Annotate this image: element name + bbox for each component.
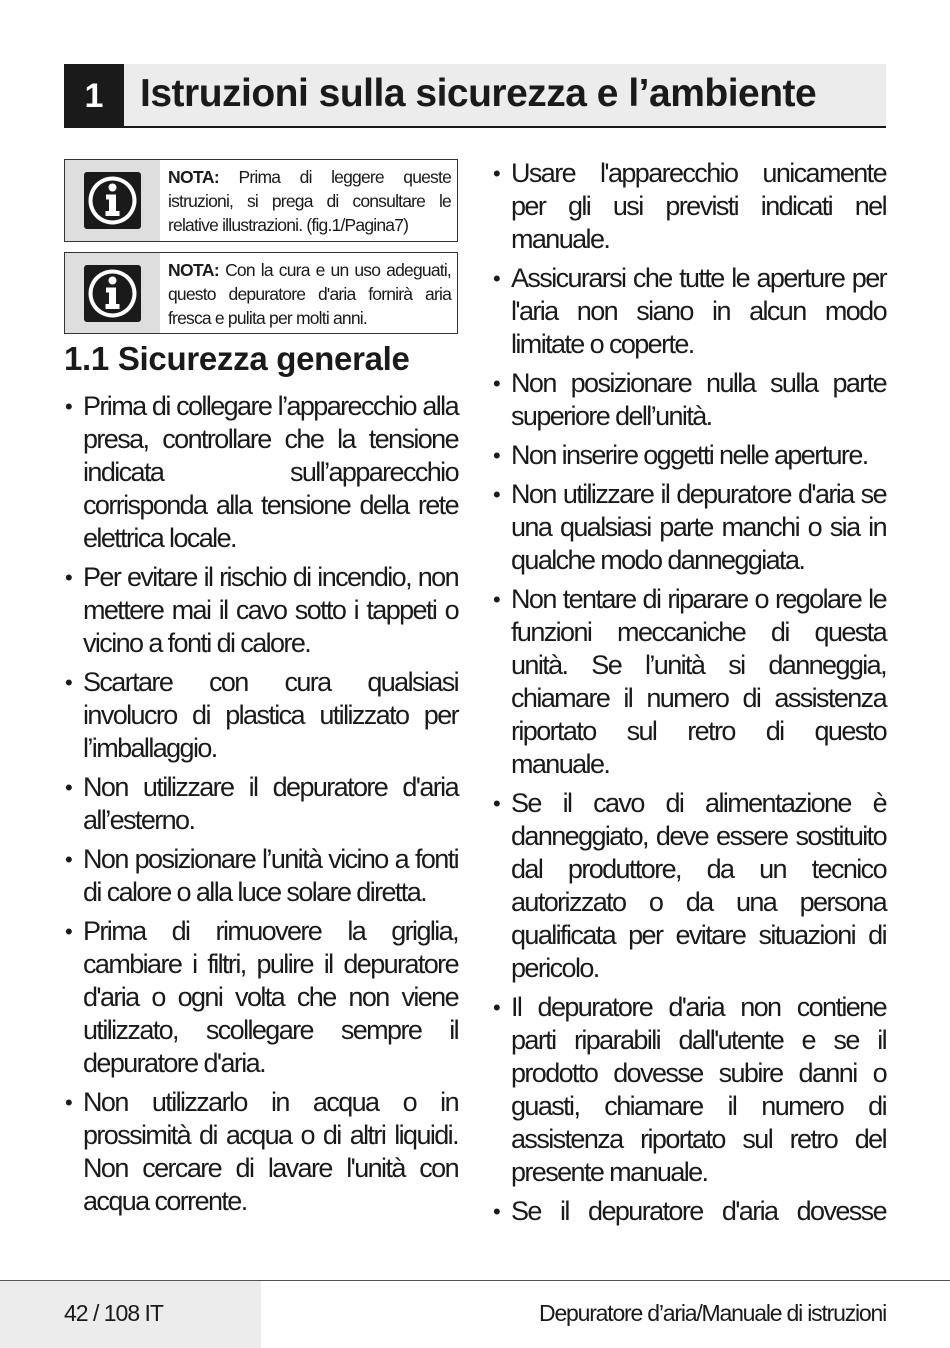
list-item-text: Per evitare il rischio di incendio, non mettere mai il cavo sotto i tappeti o vicino a fonti di calore. bbox=[83, 562, 458, 658]
note-body: Prima di leggere queste istruzioni, si prega di consultare le relative illustrazioni. (fig.1/Pagina7) bbox=[168, 167, 452, 235]
section-title: 1.1 Sicurezza generale bbox=[64, 340, 410, 377]
safety-list-right bbox=[492, 157, 886, 1234]
list-item bbox=[64, 666, 458, 765]
note-text bbox=[168, 165, 451, 237]
list-item bbox=[492, 439, 886, 472]
bullet: • bbox=[493, 995, 500, 1020]
list-item bbox=[64, 771, 458, 837]
note-body: Con la cura e un uso adeguati, questo depuratore d'aria fornirà aria fresca e pulita per molti anni. bbox=[168, 260, 451, 328]
bullet: • bbox=[493, 791, 500, 816]
list-item-text: Non utilizzare il depuratore d'aria se una qualsiasi parte manchi o sia in qualche modo danneggiata. bbox=[511, 479, 886, 575]
list-item bbox=[64, 390, 458, 555]
note-box-2 bbox=[64, 252, 458, 334]
list-item-text: Usare l'apparecchio unicamente per gli usi previsti indicati nel manuale. bbox=[511, 158, 886, 254]
list-item-text: Se il cavo di alimentazione è danneggiato, deve essere sostituito dal produttore, da un tecnico autorizzato o da una persona qualificata per evitare situazioni di pericolo. bbox=[511, 788, 886, 983]
info-icon bbox=[84, 172, 141, 229]
bullet: • bbox=[493, 371, 500, 396]
list-item bbox=[492, 991, 886, 1189]
list-item-text: Scartare con cura qualsiasi involucro di plastica utilizzato per l’imballaggio. bbox=[83, 667, 458, 763]
document-name: Depuratore d’aria/Manuale di istruzioni bbox=[539, 1300, 886, 1326]
list-item-text: Il depuratore d'aria non contiene parti riparabili dall'utente e se il prodotto dovesse subire danni o guasti, chiamare il numero di assistenza riportato sul retro del presente manuale. bbox=[511, 992, 886, 1187]
list-item-text: Prima di collegare l’apparecchio alla presa, controllare che la tensione indicata sull’apparecchio corrisponda alla tensione della rete elettrica locale. bbox=[83, 391, 458, 553]
list-item-text: Non utilizzarlo in acqua o in prossimità di acqua o di altri liquidi. Non cercare di lavare l'unità con acqua corrente. bbox=[83, 1087, 458, 1216]
bullet: • bbox=[65, 919, 72, 944]
bullet: • bbox=[493, 161, 500, 186]
list-item-text: Prima di rimuovere la griglia, cambiare i filtri, pulire il depuratore d'aria o ogni volta che non viene utilizzato, scollegare sempre il depuratore d'aria. bbox=[83, 916, 458, 1078]
list-item bbox=[492, 367, 886, 433]
bullet: • bbox=[65, 1090, 72, 1115]
list-item bbox=[492, 583, 886, 781]
list-item bbox=[64, 1086, 458, 1218]
list-item-text: Non tentare di riparare o regolare le funzioni meccaniche di questa unità. Se l’unità si danneggia, chiamare il numero di assistenza riportato sul retro di questo manuale. bbox=[511, 584, 886, 779]
list-item bbox=[492, 787, 886, 985]
list-item bbox=[492, 157, 886, 256]
note-label: NOTA: bbox=[168, 260, 220, 280]
note-icon-cell bbox=[65, 253, 160, 333]
bullet: • bbox=[65, 565, 72, 590]
note-icon-cell bbox=[65, 160, 160, 241]
bullet: • bbox=[493, 587, 500, 612]
list-item-text: Non utilizzare il depuratore d'aria all’esterno. bbox=[83, 772, 458, 835]
list-item bbox=[492, 1195, 886, 1228]
list-item-text: Assicurarsi che tutte le aperture per l'aria non siano in alcun modo limitate o coperte. bbox=[511, 263, 886, 359]
list-item-text: Non posizionare nulla sulla parte superiore dell’unità. bbox=[511, 368, 886, 431]
note-label: NOTA: bbox=[168, 167, 220, 187]
chapter-number: 1 bbox=[64, 64, 124, 128]
list-item bbox=[492, 478, 886, 577]
page-number: 42 / 108 IT bbox=[64, 1300, 163, 1326]
info-icon bbox=[84, 265, 141, 322]
bullet: • bbox=[65, 670, 72, 695]
list-item-text: Se il depuratore d'aria dovesse bbox=[511, 1196, 886, 1226]
list-item bbox=[64, 561, 458, 660]
list-item-text: Non posizionare l’unità vicino a fonti di calore o alla luce solare diretta. bbox=[83, 844, 458, 907]
list-item bbox=[64, 915, 458, 1080]
note-box-1 bbox=[64, 159, 458, 242]
bullet: • bbox=[493, 266, 500, 291]
safety-list-left bbox=[64, 390, 458, 1224]
bullet: • bbox=[65, 394, 72, 419]
bullet: • bbox=[65, 775, 72, 800]
bullet: • bbox=[65, 847, 72, 872]
list-item bbox=[492, 262, 886, 361]
note-text bbox=[168, 258, 451, 330]
header-divider bbox=[124, 126, 886, 128]
list-item bbox=[64, 843, 458, 909]
bullet: • bbox=[493, 482, 500, 507]
bullet: • bbox=[493, 443, 500, 468]
list-item-text: Non inserire oggetti nelle aperture. bbox=[511, 440, 868, 470]
bullet: • bbox=[493, 1199, 500, 1224]
chapter-title: Istruzioni sulla sicurezza e l’ambiente bbox=[140, 72, 817, 115]
